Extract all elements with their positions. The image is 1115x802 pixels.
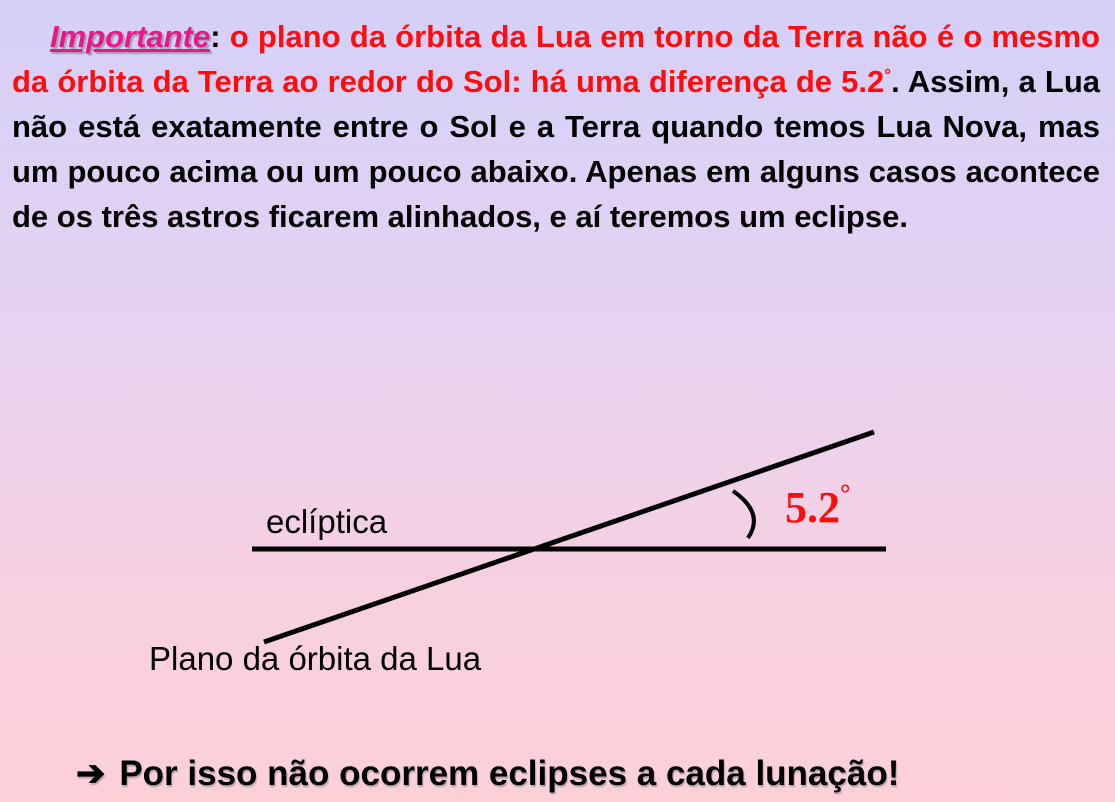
degree-symbol: ° <box>884 65 892 85</box>
important-label: Importante <box>50 19 211 54</box>
angle-degree-symbol: ° <box>840 479 851 509</box>
black-statement: . Assim, a Lua não está exatamente entre o Sol e a Terra quando temos Lua Nova, mas um pouco acima ou um pouco abaixo. Apenas em alguns casos acontece de os três astros ficarem alinhados, e aí teremos um eclipse. <box>12 64 1100 234</box>
angle-label <box>785 479 851 533</box>
important-colon: : <box>210 19 221 54</box>
red-statement: o plano da órbita da Lua em torno da Terra não é o mesmo da órbita da Terra ao redor do Sol: há uma diferença de 5.2 <box>12 19 1100 99</box>
ecliptic-label: eclíptica <box>266 503 388 540</box>
conclusion-text: Por isso não ocorrem eclipses a cada lunação! <box>119 754 900 793</box>
conclusion <box>76 754 899 794</box>
angle-value: 5.2 <box>785 483 840 532</box>
arrow-right-icon: ➔ <box>76 754 106 793</box>
moon-orbit-label: Plano da órbita da Lua <box>149 640 482 677</box>
angle-arc <box>733 491 754 538</box>
